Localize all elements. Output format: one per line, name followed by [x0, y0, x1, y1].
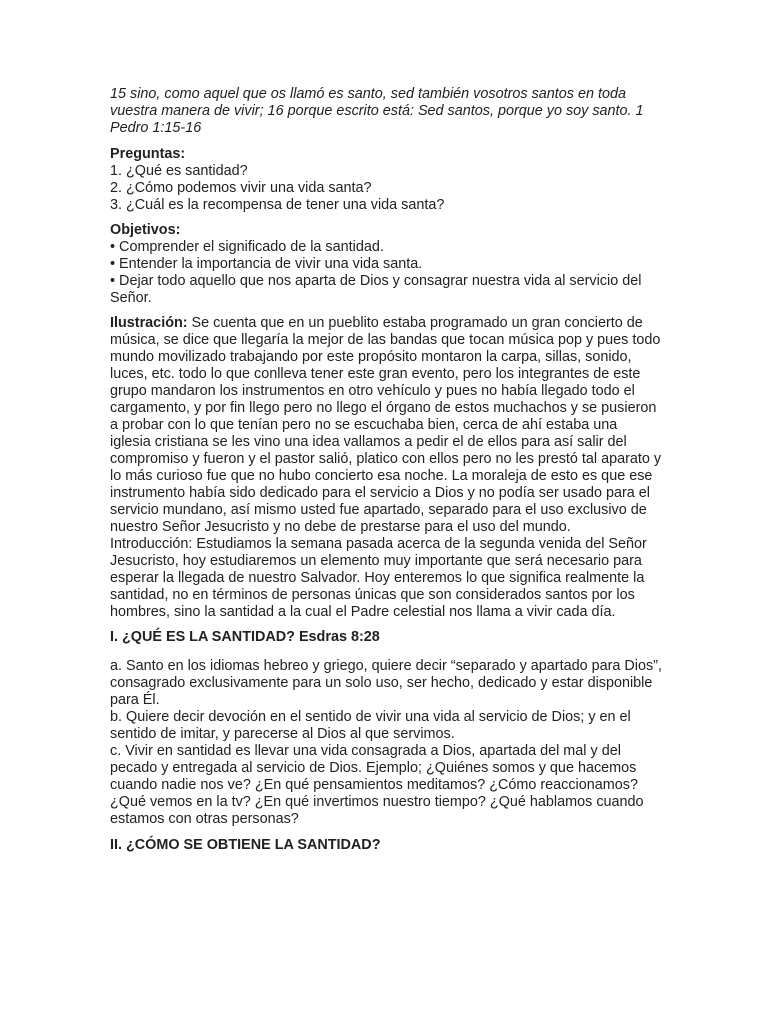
objetivo-item: • Entender la importancia de vivir una vida santa.	[110, 256, 662, 273]
objetivo-item: • Dejar todo aquello que nos aparta de Dios y consagrar nuestra vida al servicio del Señor.	[110, 273, 662, 307]
ilustracion-label: Ilustración:	[110, 315, 188, 331]
objetivos-heading: Objetivos:	[110, 222, 181, 238]
document-body	[110, 86, 662, 854]
introduccion-paragraph: Introducción: Estudiamos la semana pasada acerca de la segunda venida del Señor Jesucristo, hoy estudiaremos un elemento muy importante que será necesario para esperar la llegada de nuestro Salvador. Hoy enteremos lo que significa realmente la santidad, no en términos de personas únicas que son considerados santos por los hombres, sino la santidad a la cual el Padre celestial nos llama a vivir cada día.	[110, 536, 647, 620]
section-1-item-a: a. Santo en los idiomas hebreo y griego, quiere decir “separado y apartado para Dios”, consagrado exclusivamente para un solo uso, ser hecho, dedicado y estar disponible para Él.	[110, 658, 662, 708]
preguntas-section	[110, 146, 662, 214]
objetivo-item: • Comprender el significado de la santidad.	[110, 239, 662, 256]
ilustracion-text: Se cuenta que en un pueblito estaba programado un gran concierto de música, se dice que llegaría la mejor de las bandas que tocan música pop y pues todo mundo movilizado trabajando por este propósito montaron la carpa, sillas, sonido, luces, etc. todo lo que conlleva tener este gran evento, pero los integrantes de este grupo mandaron los instrumentos en otro vehículo y pues no había llegado todo el cargamento, y por fin llego pero no llego el órgano de estos muchachos y se pusieron a probar con lo que tenían pero no se escuchaba bien, cerca de ahí estaba una iglesia cristiana se les vino una idea vallamos a pedir el de ellos para así salir del compromiso y fueron y el pastor salió, platico con ellos pero no les prestó tal aparato y lo más curioso fue que no hubo concierto esa noche. La moraleja de esto es que ese instrumento había sido dedicado para el servicio a Dios y no podía ser usado para el servicio mundano, así mismo usted fue apartado, separado para el uso exclusivo de nuestro Señor Jesucristo y no debe de prestarse para el uso del mundo.	[110, 315, 662, 535]
ilustracion-paragraph	[110, 315, 662, 536]
section-1-heading: I. ¿QUÉ ES LA SANTIDAD? Esdras 8:28	[110, 629, 380, 645]
section-2-heading: II. ¿CÓMO SE OBTIENE LA SANTIDAD?	[110, 837, 381, 853]
ilustracion-section	[110, 315, 662, 621]
pregunta-item: 2. ¿Cómo podemos vivir una vida santa?	[110, 180, 372, 196]
bible-verse: 15 sino, como aquel que os llamó es santo, sed también vosotros santos en toda vuestra manera de vivir; 16 porque escrito está: Sed santos, porque yo soy santo. 1 Pedro 1:15-16	[110, 86, 644, 136]
section-1-item-b: b. Quiere decir devoción en el sentido de vivir una vida al servicio de Dios; y en el sentido de imitar, y parecerse al Dios al que servimos.	[110, 709, 631, 742]
preguntas-heading: Preguntas:	[110, 146, 186, 162]
pregunta-item: 3. ¿Cuál es la recompensa de tener una vida santa?	[110, 197, 445, 213]
pregunta-item: 1. ¿Qué es santidad?	[110, 163, 248, 179]
objetivos-section	[110, 222, 662, 307]
section-1-item-c: c. Vivir en santidad es llevar una vida consagrada a Dios, apartada del mal y del pecado y entregada al servicio de Dios. Ejemplo; ¿Quiénes somos y que hacemos cuando nadie nos ve? ¿En qué pensamientos meditamos? ¿Cómo reaccionamos? ¿Qué vemos en la tv? ¿En qué invertimos nuestro tiempo? ¿Qué hablamos cuando estamos con otras personas?	[110, 743, 644, 827]
